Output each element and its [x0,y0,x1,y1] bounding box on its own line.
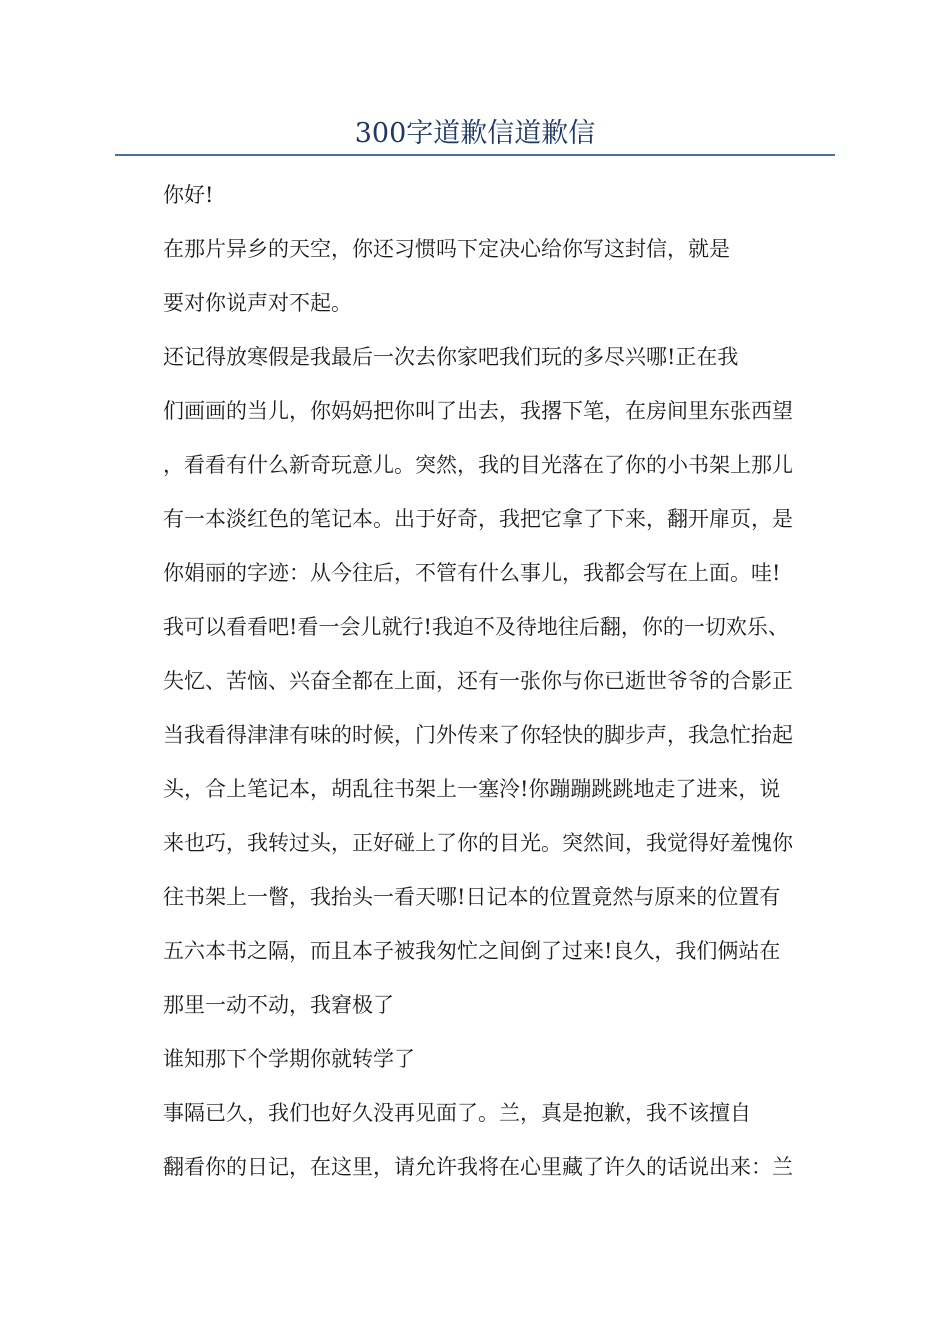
text-line: 五六本书之隔，而且本子被我匆忙之间倒了过来!良久，我们俩站在 [163,939,781,963]
text-line: 有一本淡红色的笔记本。出于好奇，我把它拿了下来，翻开扉页，是 [163,507,793,531]
text-line: 我可以看看吧!看一会儿就行!我迫不及待地往后翻，你的一切欢乐、 [163,615,789,639]
page-title: 300字道歉信道歉信 [354,118,596,149]
text-line: 还记得放寒假是我最后一次去你家吧我们玩的多尽兴哪!正在我 [163,345,739,369]
text-line: 谁知那下个学期你就转学了 [163,1047,415,1071]
text-line: 们画画的当儿，你妈妈把你叫了出去，我撂下笔，在房间里东张西望 [163,399,793,423]
text-line: 那里一动不动，我窘极了 [163,993,394,1017]
text-line: 在那片异乡的天空，你还习惯吗下定决心给你写这封信，就是 [163,237,730,261]
text-line: 你好! [163,183,214,207]
text-line: 翻看你的日记，在这里，请允许我将在心里藏了许久的话说出来：兰 [163,1155,793,1179]
title-underline-divider [115,154,835,156]
text-line: 你娟丽的字迹：从今往后，不管有什么事儿，我都会写在上面。哇! [163,561,781,585]
text-line: ，看看有什么新奇玩意儿。突然，我的目光落在了你的小书架上那儿 [163,453,793,477]
text-line: 头，合上笔记本，胡乱往书架上一塞泠!你蹦蹦跳跳地走了进来，说 [163,777,781,801]
text-line: 当我看得津津有味的时候，门外传来了你轻快的脚步声，我急忙抬起 [163,723,793,747]
text-line: 失忆、苦恼、兴奋全都在上面，还有一张你与你已逝世爷爷的合影正 [163,669,793,693]
text-line: 要对你说声对不起。 [163,291,352,315]
text-line: 事隔已久，我们也好久没再见面了。兰，真是抱歉，我不该擅自 [163,1101,751,1125]
text-line: 来也巧，我转过头，正好碰上了你的目光。突然间，我觉得好羞愧你 [163,831,793,855]
letter-body [163,175,843,1201]
text-line: 往书架上一瞥，我抬头一看天哪!日记本的位置竟然与原来的位置有 [163,885,781,909]
